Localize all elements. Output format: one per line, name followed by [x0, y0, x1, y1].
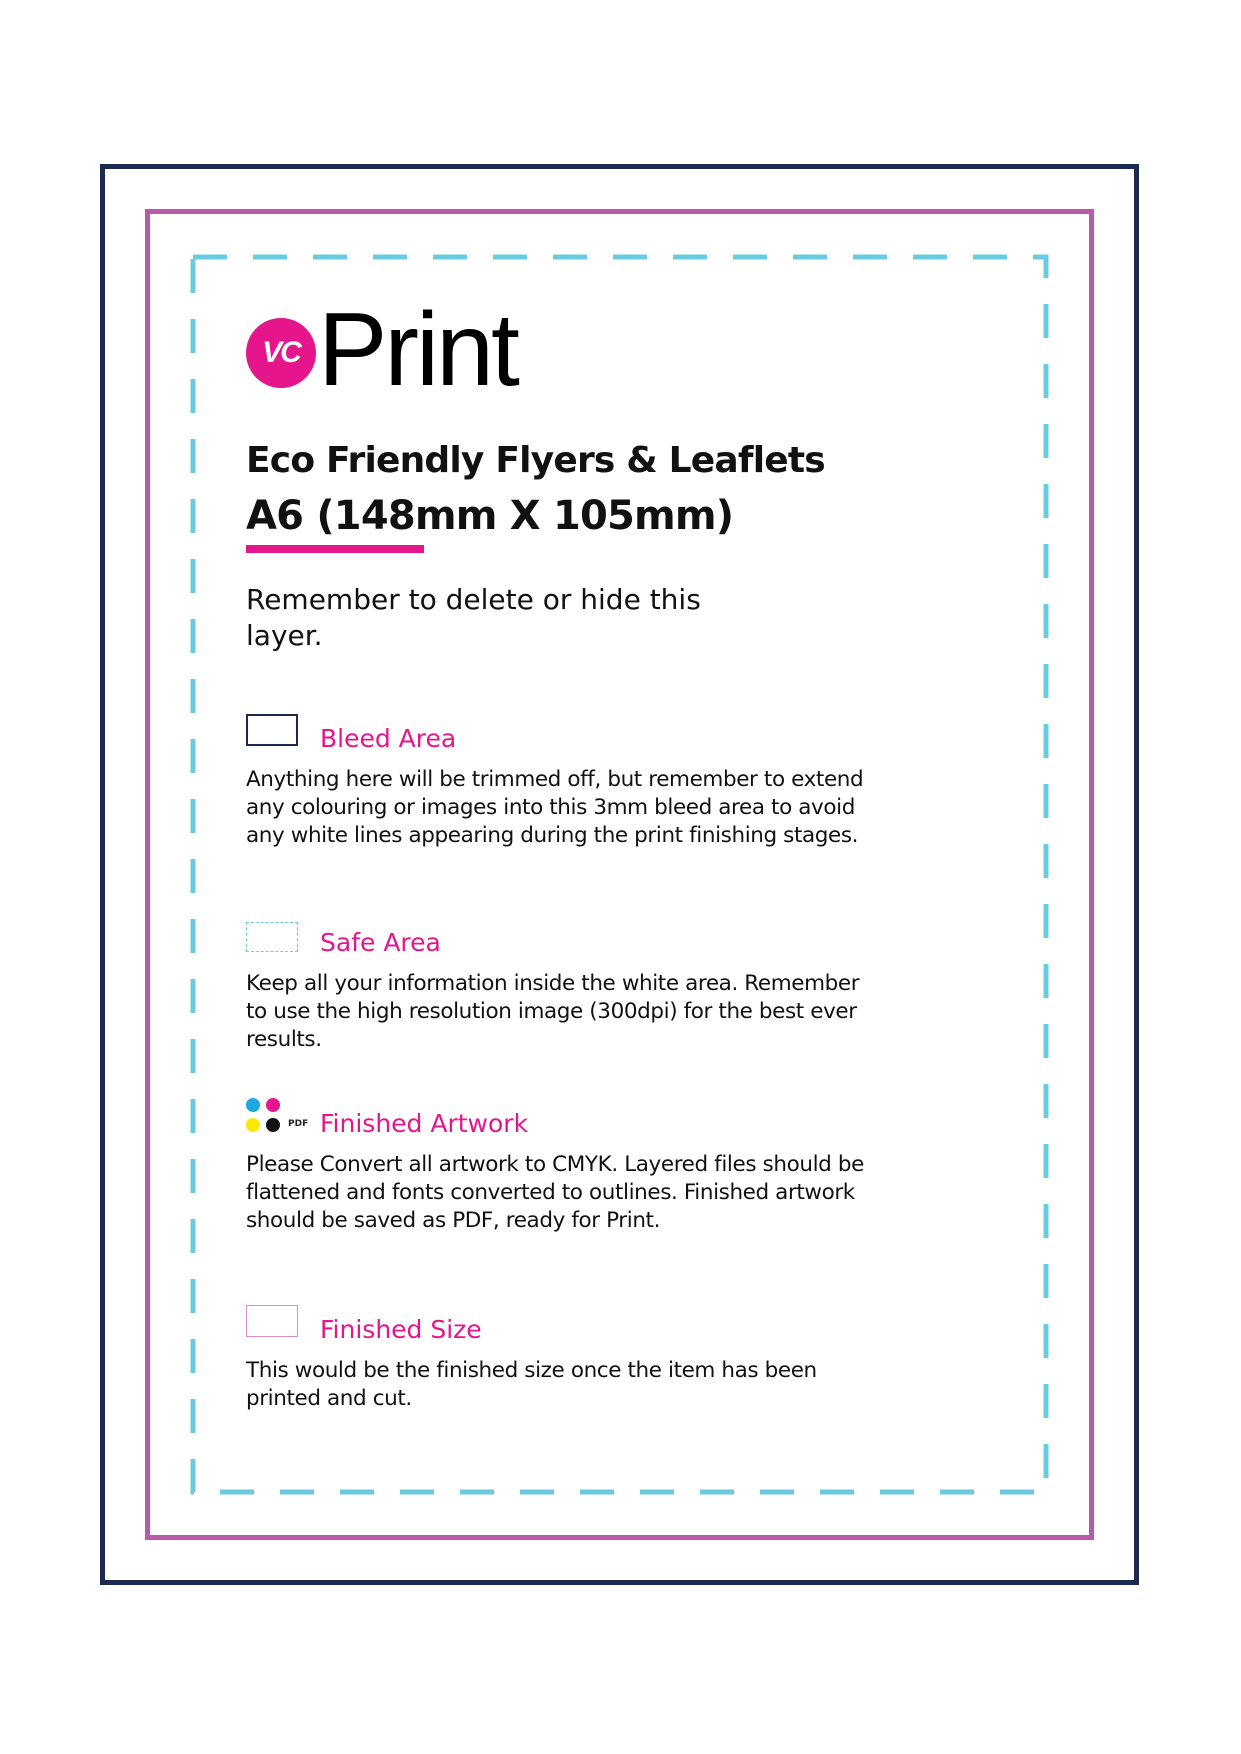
safe-area-description: Keep all your information inside the white area. Remember to use the high resolution image (300dpi) for the best ever results. [246, 971, 860, 1052]
product-title: Eco Friendly Flyers & Leaflets [246, 440, 825, 481]
vc-badge: VC [246, 318, 316, 388]
cyan-dot-icon [246, 1098, 260, 1112]
safe-area-heading: Safe Area [320, 928, 441, 957]
cmyk-pdf-icon [246, 1098, 314, 1132]
title-underline [246, 545, 424, 553]
pdf-label: PDF [288, 1119, 309, 1129]
finished-artwork-description: Please Convert all artwork to CMYK. Layered files should be flattened and fonts converted to outlines. Finished artwork should be saved as PDF, ready for Print. [246, 1152, 864, 1233]
finished-size-heading: Finished Size [320, 1315, 482, 1344]
finished-size-icon [246, 1305, 298, 1337]
finished-artwork-heading: Finished Artwork [320, 1109, 529, 1138]
product-size: A6 (148mm X 105mm) [246, 493, 734, 539]
layer-reminder: Remember to delete or hide this layer. [246, 583, 701, 652]
bleed-area-description: Anything here will be trimmed off, but remember to extend any colouring or images into this 3mm bleed area to avoid any white lines appearing during the print finishing stages. [246, 767, 864, 848]
yellow-dot-icon [246, 1118, 260, 1132]
magenta-dot-icon [266, 1098, 280, 1112]
black-dot-icon [266, 1118, 280, 1132]
bleed-area-heading: Bleed Area [320, 724, 457, 753]
bleed-area-icon [246, 714, 298, 746]
finished-size-description: This would be the finished size once the item has been printed and cut. [246, 1358, 817, 1411]
safe-area-icon [246, 922, 298, 952]
logo-wordmark: Print [318, 292, 517, 408]
